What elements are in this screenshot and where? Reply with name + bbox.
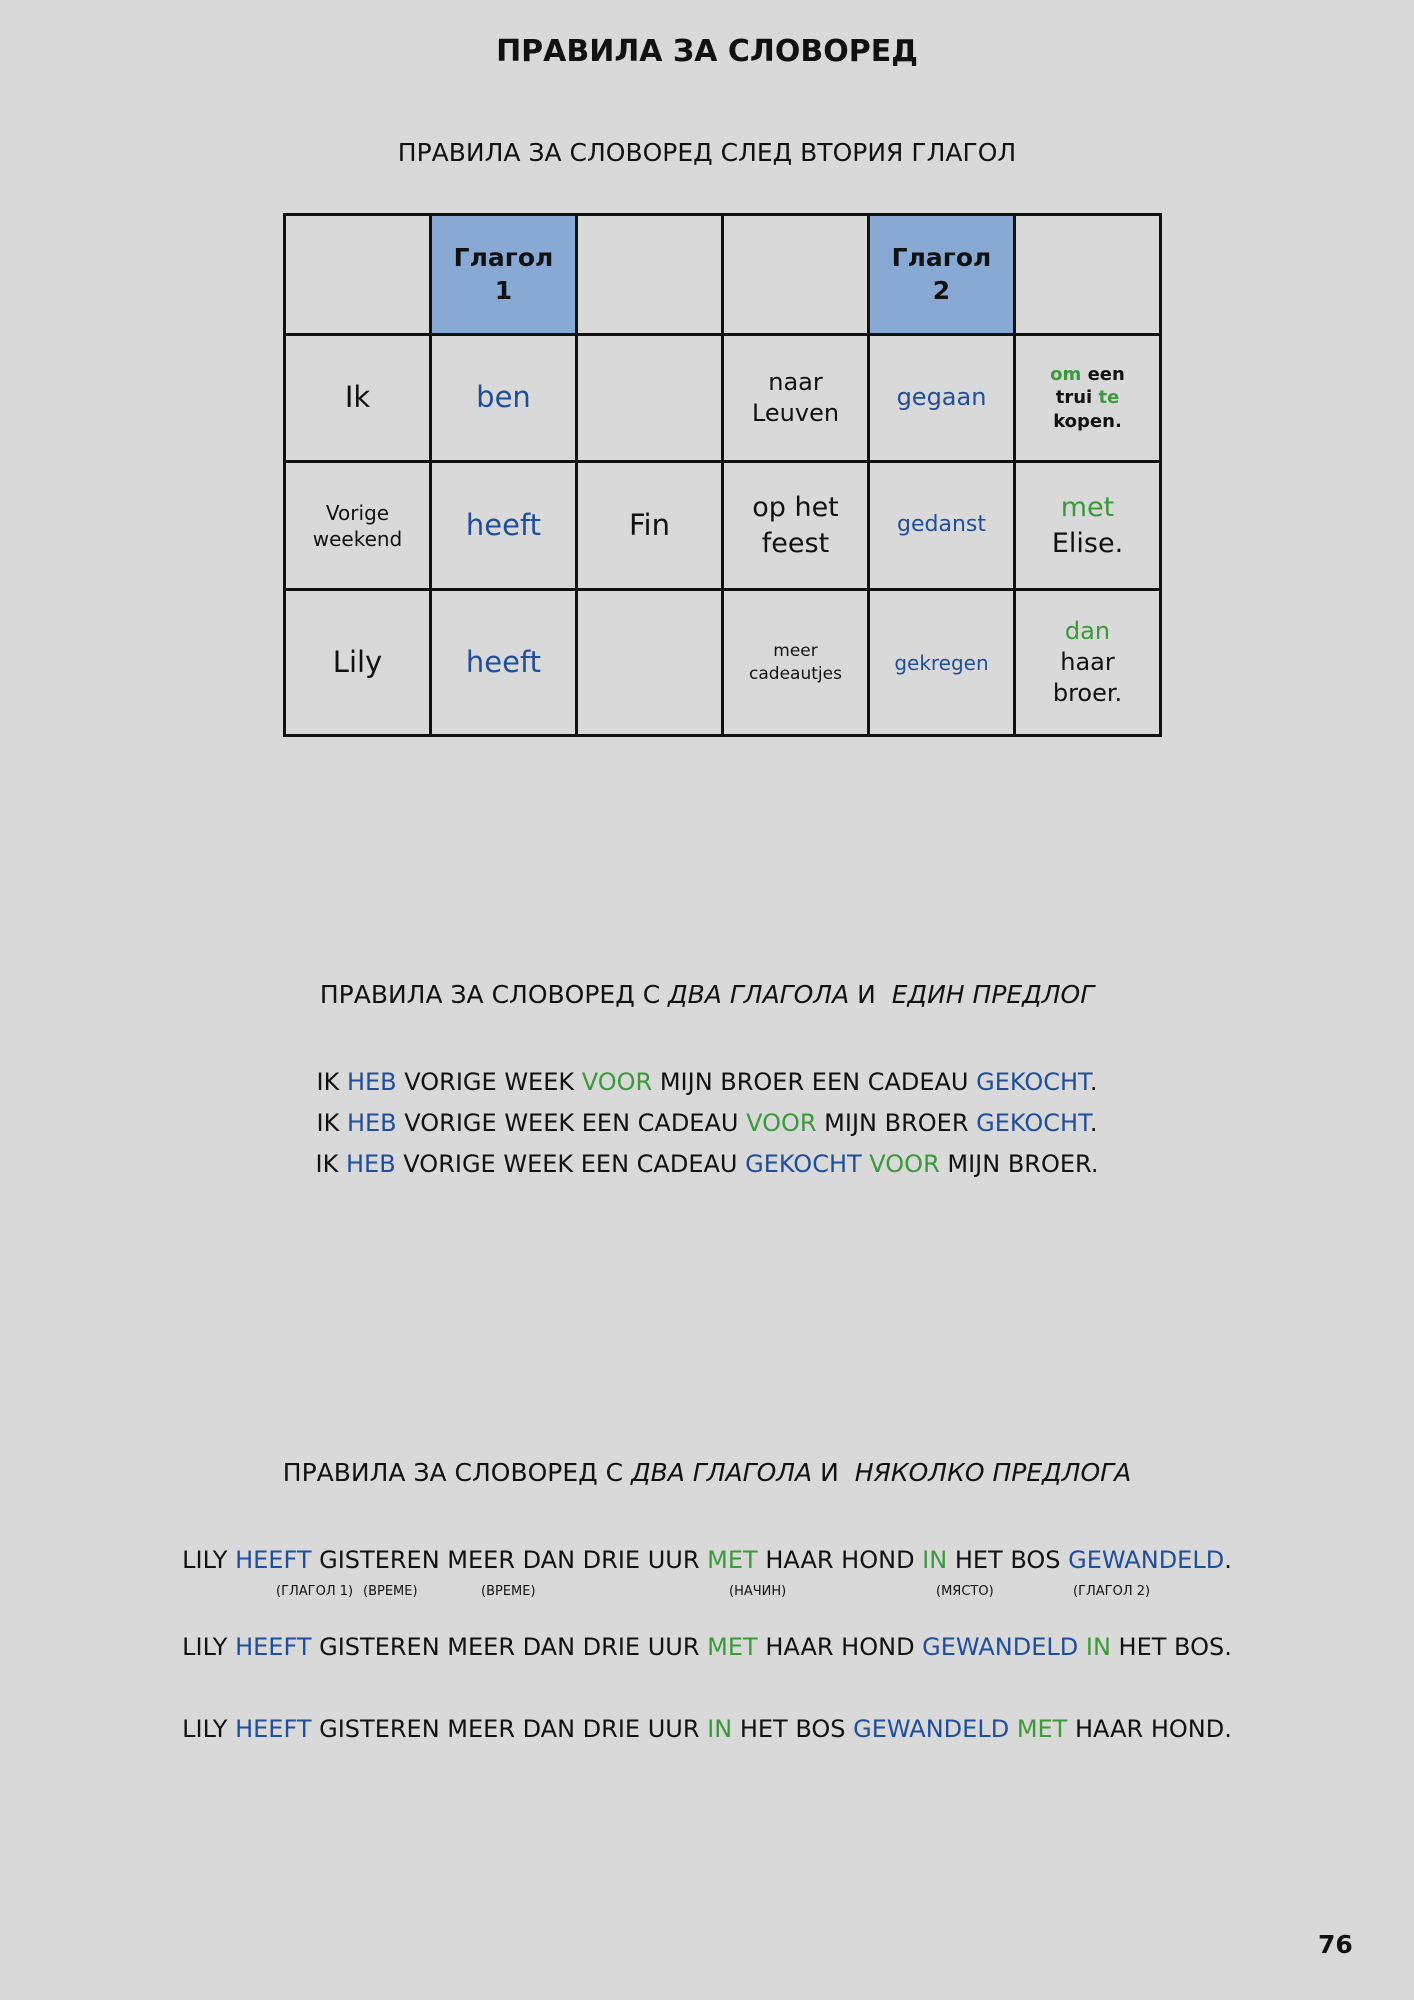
example-sentence: LILY HEEFT GISTEREN MEER DAN DRIE UUR IN HET BOS GEWANDELD MET HAAR HOND. xyxy=(182,1715,1232,1743)
table-cell: Ik xyxy=(285,335,431,462)
example-sentence: IK HEB VORIGE WEEK EEN CADEAU GEKOCHT VOOR MIJN BROER. xyxy=(315,1150,1099,1178)
table-cell: naar Leuven xyxy=(723,335,869,462)
table-cell: om een trui te kopen. xyxy=(1015,335,1161,462)
section3-title: ПРАВИЛА ЗА СЛОВОРЕД С ДВА ГЛАГОЛА И НЯКОЛКО ПРЕДЛОГА xyxy=(282,1458,1132,1487)
table-cell: Lily xyxy=(285,590,431,736)
table-cell-verb1: heeft xyxy=(431,590,577,736)
table-row xyxy=(285,590,1161,736)
section2-title: ПРАВИЛА ЗА СЛОВОРЕД С ДВА ГЛАГОЛА И ЕДИН ПРЕДЛОГ xyxy=(319,980,1095,1009)
page-title: ПРАВИЛА ЗА СЛОВОРЕД xyxy=(496,34,918,69)
table-cell: met Elise. xyxy=(1015,462,1161,590)
table-cell-verb2: gedanst xyxy=(869,462,1015,590)
table-cell-verb1: ben xyxy=(431,335,577,462)
annotation-label: (ВРЕМЕ) xyxy=(481,1584,536,1599)
word-order-table xyxy=(283,213,1162,737)
table-cell-verb2: gekregen xyxy=(869,590,1015,736)
example-sentence: LILY HEEFT GISTEREN MEER DAN DRIE UUR MET HAAR HOND GEWANDELD IN HET BOS. xyxy=(182,1633,1232,1661)
page-number: 76 xyxy=(1318,1930,1353,1959)
annotation-label: (МЯСТО) xyxy=(936,1584,994,1599)
table-cell xyxy=(577,335,723,462)
annotation-label: (ВРЕМЕ) xyxy=(363,1584,418,1599)
table-row xyxy=(285,462,1161,590)
table-cell-verb2: gegaan xyxy=(869,335,1015,462)
example-sentence: LILY HEEFT GISTEREN MEER DAN DRIE UUR MET HAAR HOND IN HET BOS GEWANDELD. xyxy=(182,1546,1232,1574)
table-cell: Vorige weekend xyxy=(285,462,431,590)
table-row xyxy=(285,335,1161,462)
annotation-label: (ГЛАГОЛ 2) xyxy=(1073,1584,1151,1599)
table-cell: meer cadeautjes xyxy=(723,590,869,736)
table-cell: dan haar broer. xyxy=(1015,590,1161,736)
table-cell: op het feest xyxy=(723,462,869,590)
table-cell xyxy=(577,590,723,736)
table-cell xyxy=(723,215,869,335)
example-sentence: IK HEB VORIGE WEEK VOOR MIJN BROER EEN CADEAU GEKOCHT. xyxy=(316,1068,1098,1096)
example-sentence: IK HEB VORIGE WEEK EEN CADEAU VOOR MIJN BROER GEKOCHT. xyxy=(316,1109,1098,1137)
section1-title: ПРАВИЛА ЗА СЛОВОРЕД СЛЕД ВТОРИЯ ГЛАГОЛ xyxy=(397,138,1017,167)
table-cell xyxy=(285,215,431,335)
table-header-row xyxy=(285,215,1161,335)
annotation-label: (НАЧИН) xyxy=(729,1584,787,1599)
verb1-header: Глагол 1 xyxy=(431,215,577,335)
table-cell xyxy=(1015,215,1161,335)
verb2-header: Глагол 2 xyxy=(869,215,1015,335)
annotation-label: (ГЛАГОЛ 1) xyxy=(276,1584,354,1599)
table-cell: Fin xyxy=(577,462,723,590)
table-cell-verb1: heeft xyxy=(431,462,577,590)
table-cell xyxy=(577,215,723,335)
